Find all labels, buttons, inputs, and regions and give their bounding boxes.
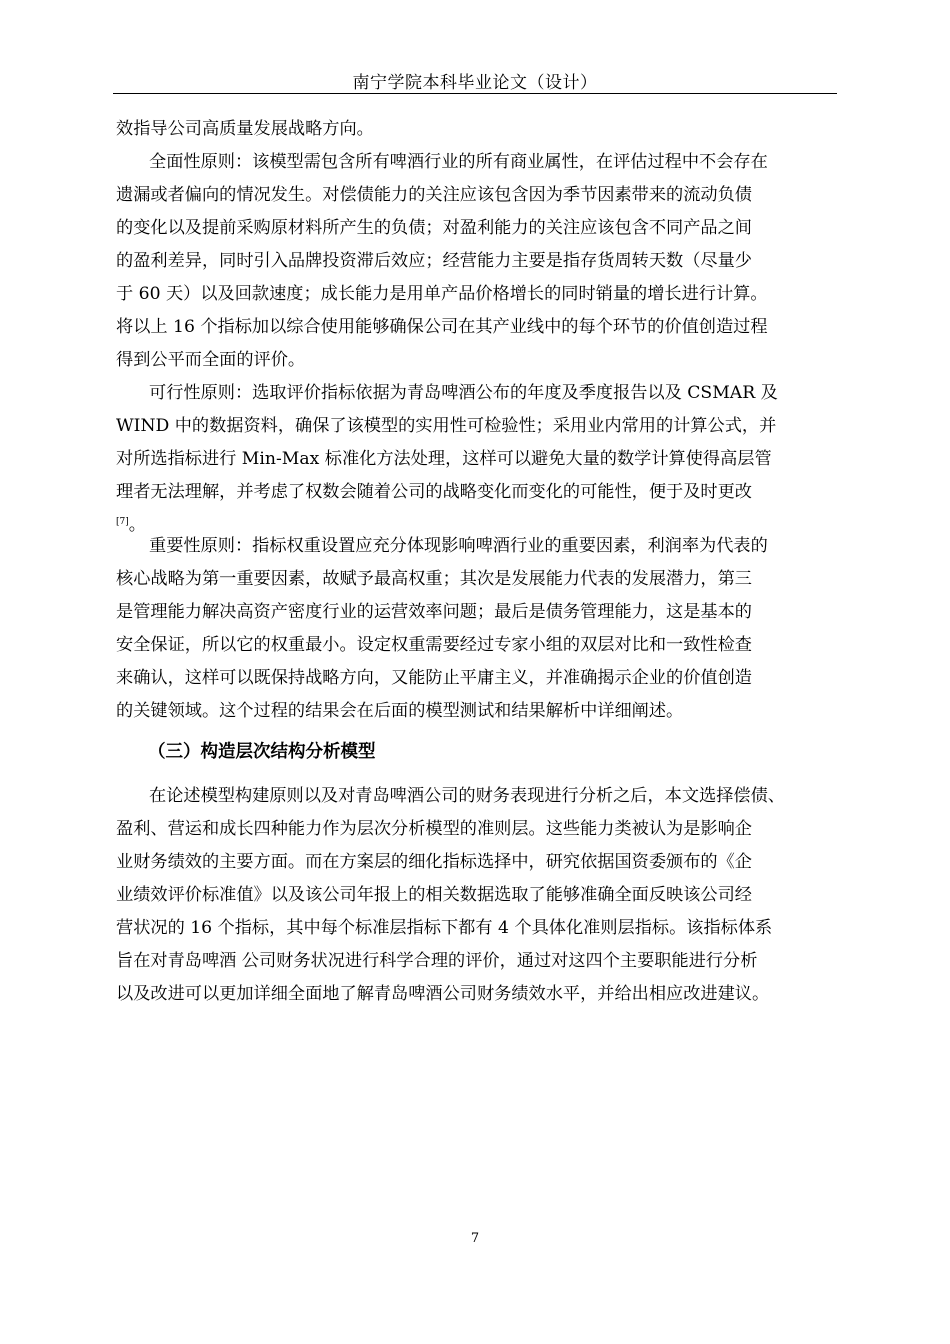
text-line: 遗漏或者偏向的情况发生。对偿债能力的关注应该包含因为季节因素带来的流动负债 [116, 185, 752, 205]
text-line: 将以上 16 个指标加以综合使用能够确保公司在其产业线中的每个环节的价值创造过程 [116, 317, 768, 337]
text-line: WIND 中的数据资料，确保了该模型的实用性可检验性；采用业内常用的计算公式，并 [116, 416, 777, 436]
text-line: 以及改进可以更加详细全面地了解青岛啤酒公司财务绩效水平，并给出相应改进建议。 [116, 984, 770, 1004]
text-line: 营状况的 16 个指标，其中每个标准层指标下都有 4 个具体化准则层指标。该指标体系 [116, 918, 773, 938]
header-title: 南宁学院本科毕业论文（设计） [352, 73, 598, 93]
citation-tail: 。 [128, 515, 146, 535]
text-line: 盈利、营运和成长四种能力作为层次分析模型的准则层。这些能力类被认为是影响企 [116, 819, 752, 839]
text-line: 核心战略为第一重要因素，故赋予最高权重；其次是发展能力代表的发展潜力，第三 [116, 569, 752, 589]
text-line: 来确认，这样可以既保持战略方向，又能防止平庸主义，并准确揭示企业的价值创造 [116, 668, 752, 688]
text-line: 可行性原则：选取评价指标依据为青岛啤酒公布的年度及季度报告以及 CSMAR 及 [149, 383, 778, 403]
text-line: 的关键领域。这个过程的结果会在后面的模型测试和结果解析中详细阐述。 [116, 701, 684, 721]
page-number: 7 [470, 1231, 480, 1246]
text-line: 是管理能力解决高资产密度行业的运营效率问题；最后是债务管理能力，这是基本的 [116, 602, 752, 622]
text-line: 的变化以及提前采购原材料所产生的负债；对盈利能力的关注应该包含不同产品之间 [116, 218, 752, 238]
text-line: 对所选指标进行 Min-Max 标准化方法处理，这样可以避免大量的数学计算使得高层管 [116, 449, 772, 469]
text-line: 于 60 天）以及回款速度；成长能力是用单产品价格增长的同时销量的增长进行计算。 [116, 284, 768, 304]
text-line: 的盈利差异，同时引入品牌投资滞后效应；经营能力主要是指存货周转天数（尽量少 [116, 251, 752, 271]
text-line: 业财务绩效的主要方面。而在方案层的细化指标选择中，研究依据国资委颁布的《企 [116, 852, 752, 872]
section-heading: （三）构造层次结构分析模型 [148, 742, 376, 762]
text-line: 业绩效评价标准值》以及该公司年报上的相关数据选取了能够准确全面反映该公司经 [116, 885, 752, 905]
text-block-model [116, 780, 848, 1011]
citation-ref: [7] [116, 517, 129, 527]
text-line: 效指导公司高质量发展战略方向。 [116, 119, 374, 139]
text-line: 全面性原则：该模型需包含所有啤酒行业的所有商业属性，在评估过程中不会存在 [149, 152, 768, 172]
text-line: 得到公平而全面的评价。 [116, 350, 306, 370]
text-line: 理者无法理解，并考虑了权数会随着公司的战略变化而变化的可能性，便于及时更改 [116, 482, 752, 502]
text-line: 在论述模型构建原则以及对青岛啤酒公司的财务表现进行分析之后，本文选择偿债、 [149, 786, 785, 806]
text-line: 安全保证，所以它的权重最小。设定权重需要经过专家小组的双层对比和一致性检查 [116, 635, 752, 655]
text-block-principles [116, 113, 848, 542]
page-header [113, 64, 837, 94]
text-line: 重要性原则：指标权重设置应充分体现影响啤酒行业的重要因素，利润率为代表的 [149, 536, 768, 556]
text-line: 旨在对青岛啤酒 公司财务状况进行科学合理的评价，通过对这四个主要职能进行分析 [116, 951, 758, 971]
text-block-importance [116, 530, 848, 728]
